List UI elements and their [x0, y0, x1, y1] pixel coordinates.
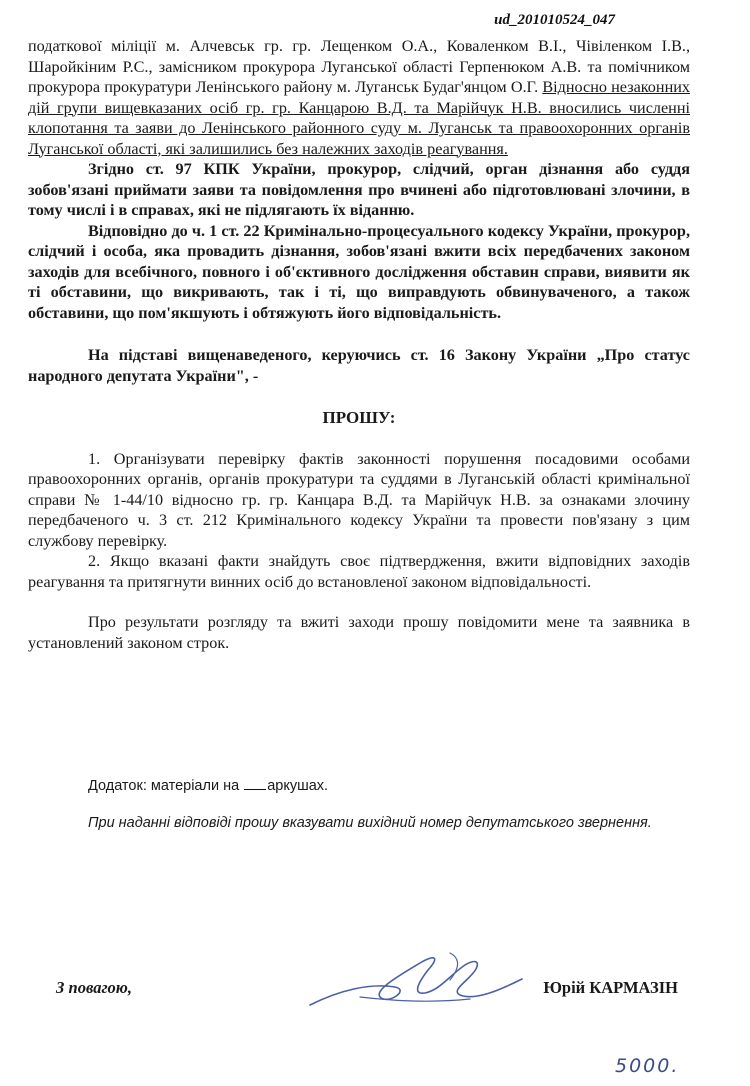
request-heading: ПРОШУ: — [322, 408, 396, 427]
appendix-unit: аркушах. — [267, 778, 329, 794]
letter-body — [28, 36, 690, 653]
appendix-line — [88, 778, 328, 794]
intro-text: податкової міліції м. Алчевськ гр. гр. Лещенком О.А., Коваленком В.І., Чівіленком І.В., Шаройкіним Р.С., замісником прокурора Луганської області Герпенюком А.В. та помічником прокурора прокуратури Ленінського району м. Луганськ Будаг'янцом О.Г. — [28, 37, 690, 96]
handwritten-number: 5000. — [615, 1055, 680, 1077]
request-item-2: 2. Якщо вказані факти знайдуть своє підтвердження, вжити відповідних заходів реагування та притягнути винних осіб до встановленої законом відповідальності. — [28, 552, 690, 591]
result-paragraph: Про результати розгляду та вжиті заходи прошу повідомити мене та заявника в установлений законом строк. — [28, 613, 690, 652]
appendix-blank — [244, 789, 266, 790]
reply-note: При наданні відповіді прошу вказувати вихідний номер депутатського звернення. — [88, 815, 652, 831]
intro-paragraph — [28, 36, 690, 159]
closing-phrase: З повагою, — [56, 978, 132, 997]
basis-paragraph: На підставі вищенаведеного, керуючись ст. 16 Закону України „Про статус народного депутата України", - — [28, 346, 690, 385]
article-22-paragraph: Відповідно до ч. 1 ст. 22 Кримінально-процесуального кодексу України, прокурор, слідчий і особа, яка провадить дізнання, зобов'язані вжити всіх передбачених законом заходів для всебічного, повного і об'єктивного дослідження обставин справи, виявити як ті обставини, що викривають, так і ті, що виправдують обвинуваченого, а також обставини, що пом'якшують і обтяжують його відповідальність. — [28, 221, 690, 322]
document-id: ud_201010524_047 — [494, 12, 615, 28]
handwritten-signature — [300, 935, 530, 1025]
signer-name: Юрій КАРМАЗІН — [543, 978, 678, 997]
appendix-label: Додаток: матеріали на — [88, 778, 244, 794]
request-item-1: 1. Організувати перевірку фактів законності порушення посадовими особами правоохоронних органів, органів прокуратури та суддями в Луганській області кримінальної справи № 1-44/10 відносно гр. гр. Канцара В.Д. та Марійчук Н.В. за ознаками злочину передбаченого ч. 3 ст. 212 Кримінального кодексу України та провести пов'язану з цим службову перевірку. — [28, 449, 690, 550]
intro-underlined-text: Відносно незаконних дій групи вищевказаних осіб гр. гр. Канцарою В.Д. та Марійчук Н.В. вносились численні клопотання та заяви до Ленінського районного суду м. Луганськ та правоохоронних органів Луганської області, які залишились без належних заходів реагування. — [28, 78, 690, 158]
article-97-paragraph: Згідно ст. 97 КПК України, прокурор, слідчий, орган дізнання або суддя зобов'язані приймати заяви та повідомлення про вчинені або підготовлювані злочини, в тому числі і в справах, які не підлягають їх віданню. — [28, 160, 690, 219]
